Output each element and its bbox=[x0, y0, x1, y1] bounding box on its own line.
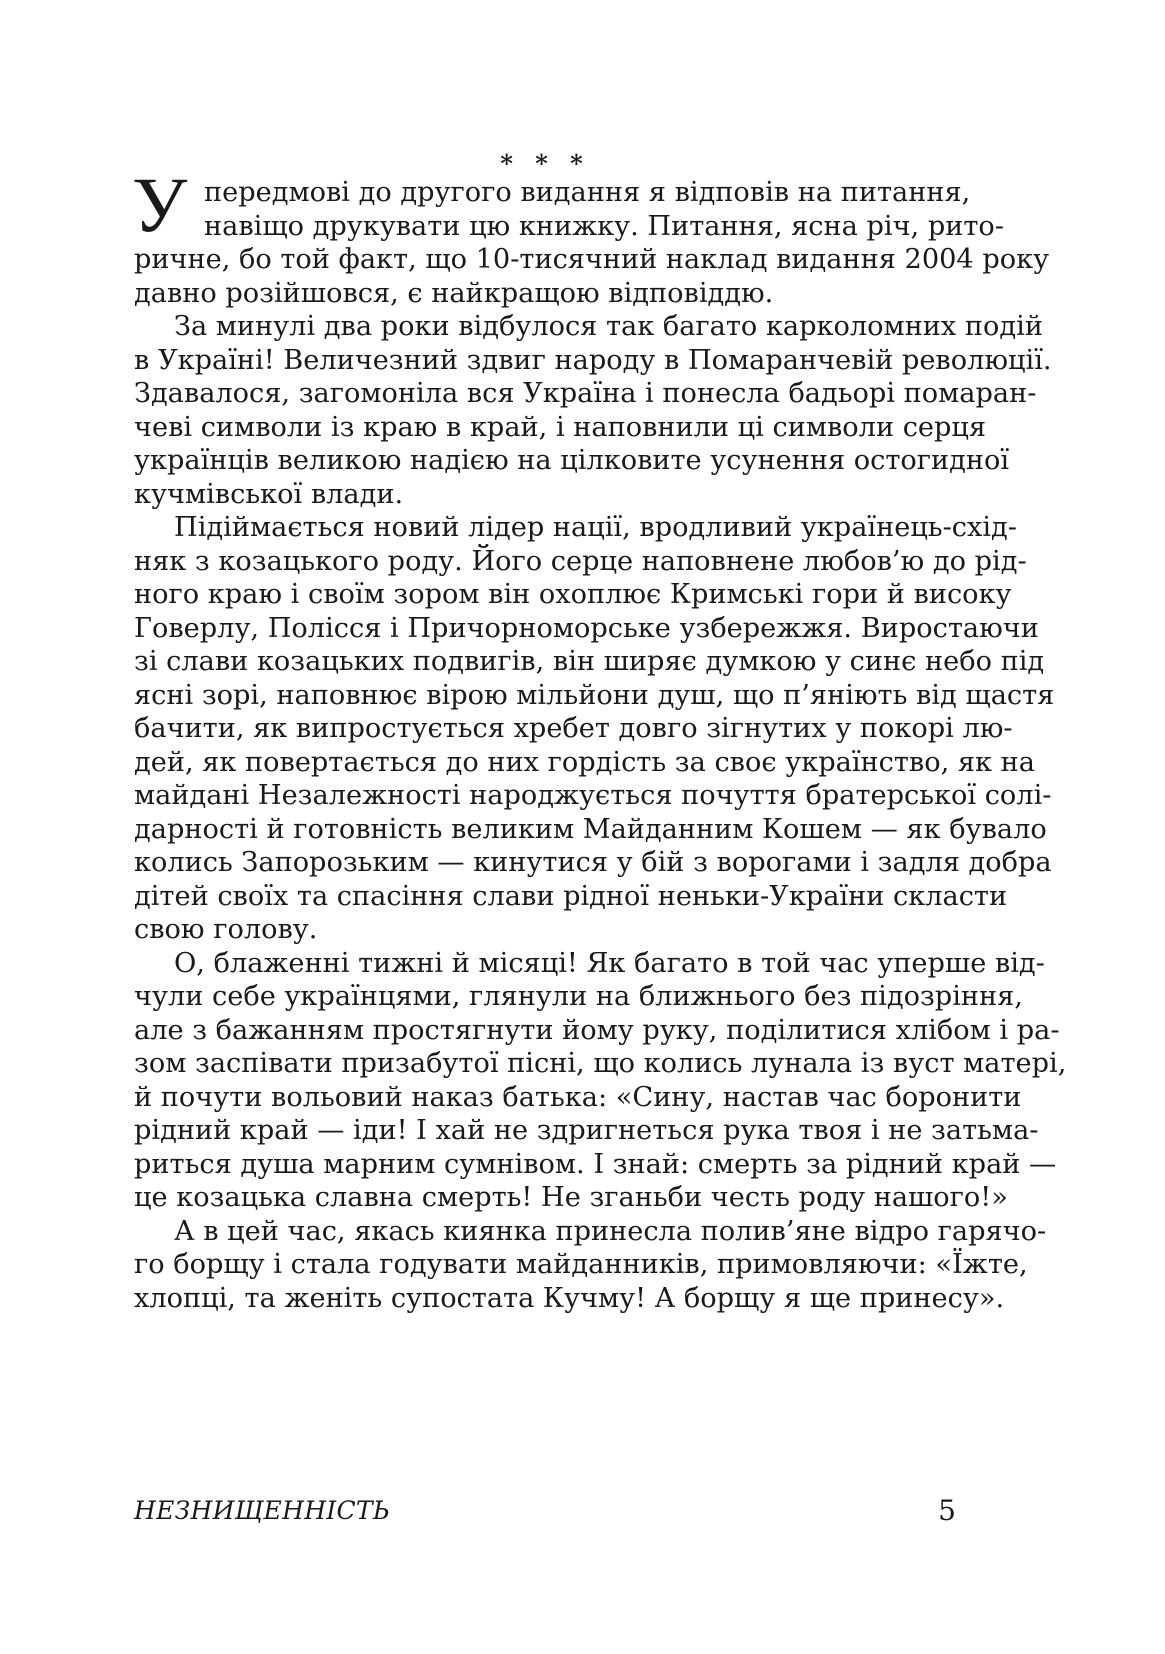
text-line: Говерлу, Полісся і Причорноморське узбережжя. Виростаючи bbox=[134, 612, 1039, 644]
text-line: дарності й готовність великим Майданним Кошем — як бувало bbox=[134, 813, 1047, 845]
text-line: бачити, як випростується хребет довго зігнутих у покорі лю- bbox=[134, 713, 1013, 744]
text-line: колись Запорозьким — кинутися у бій з ворогами і задля добра bbox=[134, 847, 1052, 878]
text-line: чули себе українцями, глянули на ближнього без підозріння, bbox=[134, 981, 1023, 1012]
body-text bbox=[132, 161, 1067, 1315]
text-line: передмові до другого видання я відповів на питання, bbox=[204, 177, 971, 208]
text-line: кучмівської влади. bbox=[134, 478, 404, 510]
text-line: ного краю і своїм зором він охоплює Кримські гори й високу bbox=[134, 579, 1012, 610]
drop-cap: У bbox=[132, 161, 188, 248]
text-line: українців великою надією на цілковите усунення остогидної bbox=[134, 445, 1010, 476]
running-title: НЕЗНИЩЕННІСТЬ bbox=[134, 1496, 391, 1525]
text-line: няк з козацького роду. Його серце наповнене любов’ю до рід- bbox=[134, 545, 1027, 577]
text-line: хлопці, та женіть супостата Кучму! А борщу я ще принесу». bbox=[134, 1282, 1005, 1314]
paragraph-3 bbox=[134, 511, 1055, 947]
section-separator: * * * bbox=[500, 149, 590, 178]
paragraph-5 bbox=[134, 1215, 1047, 1316]
text-line: О, блаженні тижні й місяці! Як багато в той час уперше від- bbox=[174, 947, 1045, 979]
text-line: чеві символи із краю в край, і наповнили ці символи серця bbox=[134, 411, 987, 443]
text-line: Здавалося, загомоніла вся Україна і понесла бадьорі помаран- bbox=[134, 378, 1037, 409]
page-number: 5 bbox=[938, 1494, 956, 1527]
paragraph-2 bbox=[134, 310, 1052, 511]
text-line: дітей своїх та спасіння слави рідної неньки-України скласти bbox=[134, 880, 1008, 912]
text-line: навіщо друкувати цю книжку. Питання, ясна річ, рито- bbox=[204, 210, 1004, 242]
paragraph-1 bbox=[134, 176, 1050, 310]
text-line: але з бажанням простягнути йому руку, поділитися хлібом і ра- bbox=[134, 1014, 1060, 1046]
text-line: ричне, бо той факт, що 10-тисячний наклад видання 2004 року bbox=[134, 244, 1050, 275]
text-line: дей, як повертається до них гордість за своє українство, як на bbox=[134, 746, 1035, 778]
text-line: зі слави козацьких подвигів, він ширяє думкою у синє небо під bbox=[134, 646, 1045, 677]
text-line: рідний край — іди! І хай не здригнеться рука твоя і не затьма- bbox=[134, 1115, 1039, 1146]
paragraph-4 bbox=[134, 947, 1067, 1215]
text-line: Підіймається новий лідер нації, вродливий українець-схід- bbox=[174, 512, 1017, 543]
text-line: А в цей час, якась киянка принесла полив’яне відро гарячо- bbox=[174, 1215, 1047, 1247]
text-line: риться душа марним сумнівом. І знай: смерть за рідний край — bbox=[134, 1148, 1057, 1180]
text-line: За минулі два роки відбулося так багато карколомних подій bbox=[174, 311, 1043, 342]
text-line: в Україні! Величезний здвиг народу в Помаранчевій революції. bbox=[134, 344, 1052, 376]
text-line: зом заспівати призабутої пісні, що колись лунала із вуст матері, bbox=[134, 1048, 1067, 1079]
text-line: ясні зорі, наповнює вірою мільйони душ, що п’яніють від щастя bbox=[134, 679, 1055, 711]
text-line: майдані Незалежності народжується почуття братерської солі- bbox=[134, 780, 1052, 811]
text-line: свою голову. bbox=[134, 914, 318, 945]
text-line: давно розійшовся, є найкращою відповіддю. bbox=[134, 277, 774, 309]
text-line: й почути вольовий наказ батька: «Сину, настав час боронити bbox=[134, 1081, 1022, 1113]
text-line: го борщу і стала годувати майданників, примовляючи: «Їжте, bbox=[134, 1249, 1028, 1280]
text-line: це козацька славна смерть! Не зганьби честь роду нашого!» bbox=[134, 1182, 1008, 1213]
